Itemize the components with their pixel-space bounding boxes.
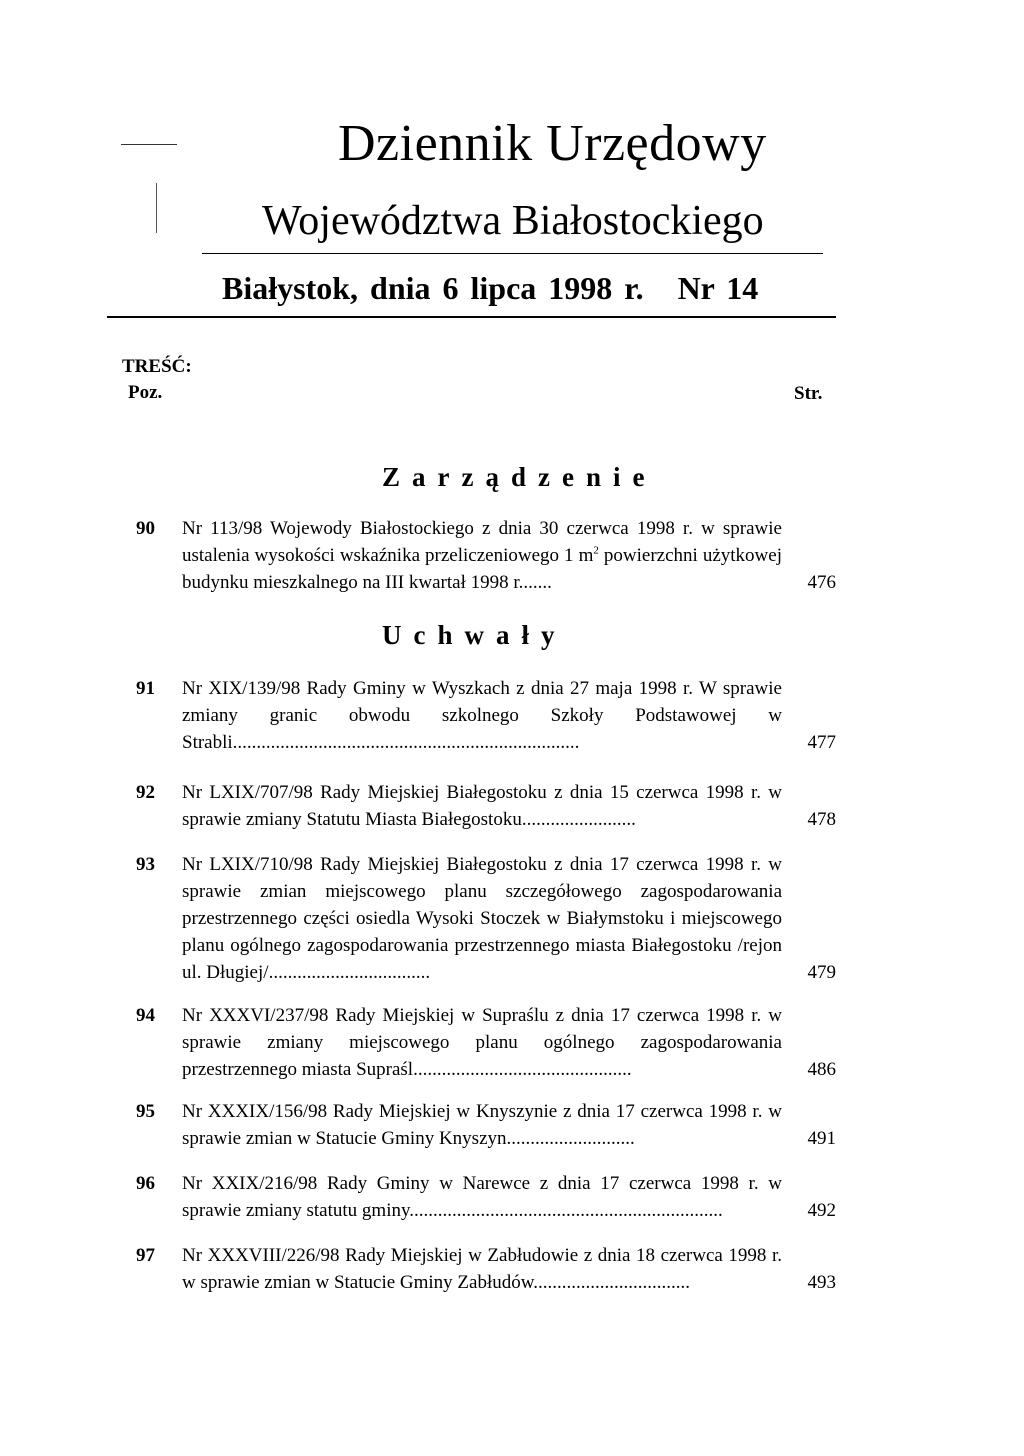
position-column-label: Poz. bbox=[128, 382, 163, 403]
entry-page: 492 bbox=[807, 1200, 836, 1221]
entry-text-part: Nr XIX/139/98 Rady Gminy w Wyszkach z dnia 27 maja 1998 r. W sprawie zmiany granic obwodu szkolnego Szkoły Podstawowej w Strabli bbox=[182, 678, 782, 753]
toc-entry-96 bbox=[136, 1170, 836, 1226]
journal-subtitle: Województwa Białostockiego bbox=[262, 198, 764, 244]
entry-number: 91 bbox=[136, 678, 155, 699]
corner-rule bbox=[121, 144, 177, 145]
entry-number: 92 bbox=[136, 782, 155, 803]
entry-number: 96 bbox=[136, 1173, 155, 1194]
entry-text-part: powierzchni użytkowej budynku mieszkalnego na III kwartał 1998 r. bbox=[182, 545, 782, 593]
entry-text: Nr XXIX/216/98 Rady Gminy w Narewce z dnia 17 czerwca 1998 r. w sprawie zmiany statutu gminy.................................................................. bbox=[182, 1173, 782, 1221]
entry-text: Nr XXXIX/156/98 Rady Miejskiej w Knyszynie z dnia 17 czerwca 1998 r. w sprawie zmian w Statucie Gminy Knyszyn........................... bbox=[182, 1101, 782, 1149]
page-column-label: Str. bbox=[794, 383, 823, 404]
toc-entry-93 bbox=[136, 851, 836, 987]
entry-text-part: Nr LXIX/707/98 Rady Miejskiej Białegostoku z dnia 15 czerwca 1998 r. w sprawie zmiany Statutu Miasta Białegostoku bbox=[182, 782, 782, 830]
subtitle-divider bbox=[202, 253, 823, 254]
toc-entry-91 bbox=[136, 675, 836, 759]
entry-number: 93 bbox=[136, 854, 155, 875]
issue-number: Nr 14 bbox=[677, 270, 759, 306]
toc-entry-92 bbox=[136, 779, 836, 835]
entry-text: Nr 113/98 Wojewody Białostockiego z dnia 30 czerwca 1998 r. w sprawie ustalenia wysokości wskaźnika przeliczeniowego 1 $m^2$ powierzchni użytkowej budynku mieszkalnego na III kwartał 1998 r....... bbox=[182, 518, 782, 593]
toc-entry-90 bbox=[136, 515, 836, 599]
entry-page: 478 bbox=[807, 809, 836, 830]
entry-number: 97 bbox=[136, 1245, 155, 1266]
entry-page: 486 bbox=[807, 1059, 836, 1080]
entry-text: Nr XXXVIII/226/98 Rady Miejskiej w Zabłudowie z dnia 18 czerwca 1998 r. w sprawie zmian w Statucie Gminy Zabłudów................................. bbox=[182, 1245, 782, 1293]
issue-date: Białystok, dnia 6 lipca 1998 r. bbox=[222, 270, 644, 306]
entry-text: Nr XXXVI/237/98 Rady Miejskiej w Supraślu z dnia 17 czerwca 1998 r. w sprawie zmiany miejscowego planu ogólnego zagospodarowania przestrzennego miasta Supraśl.............................................. bbox=[182, 1005, 782, 1080]
dateline-divider bbox=[107, 316, 836, 318]
entry-text-part: Nr XXXVI/237/98 Rady Miejskiej w Supraślu z dnia 17 czerwca 1998 r. w sprawie zmiany miejscowego planu ogólnego zagospodarowania przestrzennego miasta Supraśl bbox=[182, 1005, 782, 1080]
toc-entry-95 bbox=[136, 1098, 836, 1154]
corner-mark bbox=[156, 183, 157, 233]
section-heading-zarzadzenie: Zarządzenie bbox=[382, 462, 657, 492]
entry-number: 90 bbox=[136, 518, 155, 539]
superscript: 2 bbox=[593, 544, 599, 557]
entry-text-part: Nr XXXIX/156/98 Rady Miejskiej w Knyszynie z dnia 17 czerwca 1998 r. w sprawie zmian w Statucie Gminy Knyszyn bbox=[182, 1101, 782, 1149]
entry-page: 479 bbox=[807, 962, 836, 983]
entry-text-part: Nr 113/98 Wojewody Białostockiego z dnia 30 czerwca 1998 r. w sprawie ustalenia wysokości wskaźnika przeliczeniowego 1 m bbox=[182, 518, 782, 566]
entry-text: Nr LXIX/710/98 Rady Miejskiej Białegostoku z dnia 17 czerwca 1998 r. w sprawie zmian miejscowego planu szczegółowego zagospodarowania przestrzennego części osiedla Wysoki Stoczek w Białymstoku i miejscowego planu ogólnego zagospodarowania przestrzennego miasta Białegostoku /rejon ul. Długiej/.................................. bbox=[182, 854, 782, 983]
contents-label: TREŚĆ: bbox=[122, 356, 192, 377]
entry-number: 95 bbox=[136, 1101, 155, 1122]
section-heading-uchwaly: Uchwały bbox=[382, 620, 567, 650]
entry-text-part: Nr XXIX/216/98 Rady Gminy w Narewce z dnia 17 czerwca 1998 r. w sprawie zmiany statutu gminy bbox=[182, 1173, 782, 1221]
entry-text-part: Nr XXXVIII/226/98 Rady Miejskiej w Zabłudowie z dnia 18 czerwca 1998 r. w sprawie zmian w Statucie Gminy Zabłudów bbox=[182, 1245, 782, 1293]
entry-text-part: Nr LXIX/710/98 Rady Miejskiej Białegostoku z dnia 17 czerwca 1998 r. w sprawie zmian miejscowego planu szczegółowego zagospodarowania przestrzennego części osiedla Wysoki Stoczek w Białymstoku i miejscowego planu ogólnego zagospodarowania przestrzennego miasta Białegostoku /rejon ul. Długiej/ bbox=[182, 854, 782, 983]
journal-title: Dziennik Urzędowy bbox=[338, 115, 767, 172]
dateline bbox=[222, 272, 758, 304]
toc-entry-97 bbox=[136, 1242, 836, 1298]
entry-number: 94 bbox=[136, 1005, 155, 1026]
entry-page: 493 bbox=[807, 1272, 836, 1293]
entry-page: 477 bbox=[807, 732, 836, 753]
entry-text: Nr XIX/139/98 Rady Gminy w Wyszkach z dnia 27 maja 1998 r. W sprawie zmiany granic obwodu szkolnego Szkoły Podstawowej w Strabli......................................................................... bbox=[182, 678, 782, 753]
entry-page: 491 bbox=[807, 1128, 836, 1149]
entry-page: 476 bbox=[807, 572, 836, 593]
entry-text: Nr LXIX/707/98 Rady Miejskiej Białegostoku z dnia 15 czerwca 1998 r. w sprawie zmiany Statutu Miasta Białegostoku........................ bbox=[182, 782, 782, 830]
toc-entry-94 bbox=[136, 1002, 836, 1086]
